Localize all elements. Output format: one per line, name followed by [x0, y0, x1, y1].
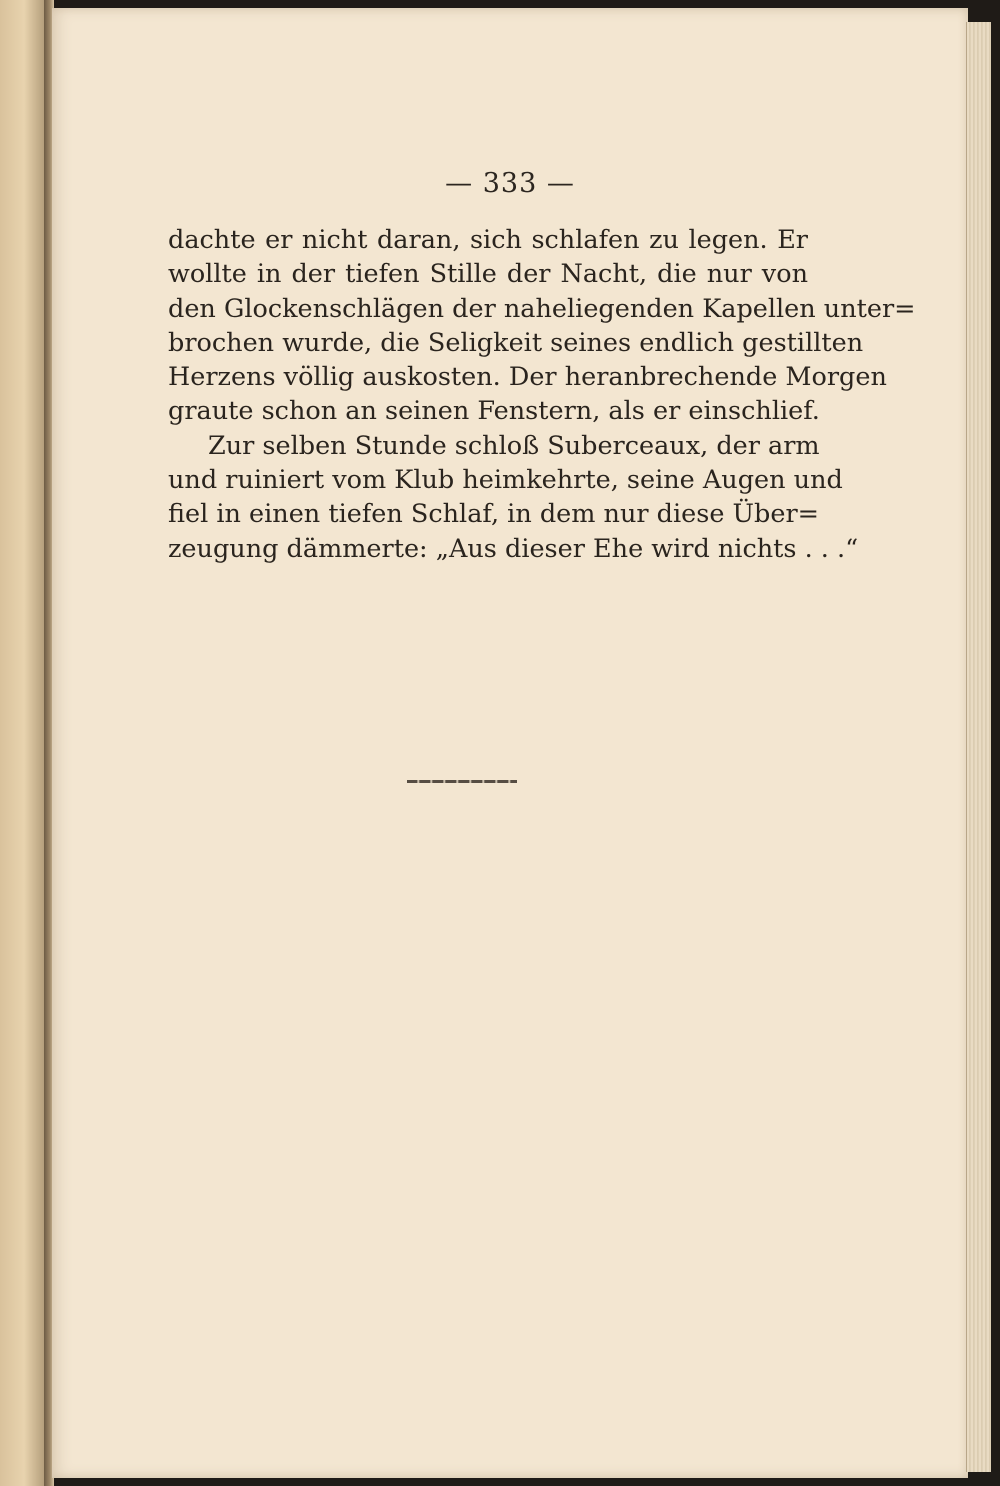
facing-page-edge [0, 0, 44, 1486]
text-line: Zur selben Stunde schloß Suberceaux, der arm [208, 430, 820, 461]
body-text [168, 223, 916, 566]
text-line: brochen wurde, die Seligkeit seines endlich gestillten [168, 327, 864, 358]
text-line: graute schon an seinen Fenstern, als er einschlief. [168, 396, 820, 427]
text-line: Herzens völlig auskosten. Der heranbrechende Morgen [168, 362, 887, 393]
text-line: und ruiniert vom Klub heimkehrte, seine Augen und [168, 465, 843, 496]
text-line: zeugung dämmerte: „Aus dieser Ehe wird nichts . . .“ [168, 533, 859, 564]
text-line: wollte in der tiefen Stille der Nacht, die nur von [168, 259, 808, 290]
text-line: den Glockenschlägen der naheliegenden Kapellen unter= [168, 293, 916, 324]
text-line: dachte er nicht daran, sich schlafen zu legen. Er [168, 225, 808, 255]
page-sheet [52, 8, 968, 1478]
stacked-page-edges [966, 22, 991, 1472]
text-line: fiel in einen tiefen Schlaf, in dem nur diese Über= [168, 499, 819, 530]
chapter-end-rule [407, 780, 517, 783]
page-number: — 333 — [445, 168, 575, 199]
